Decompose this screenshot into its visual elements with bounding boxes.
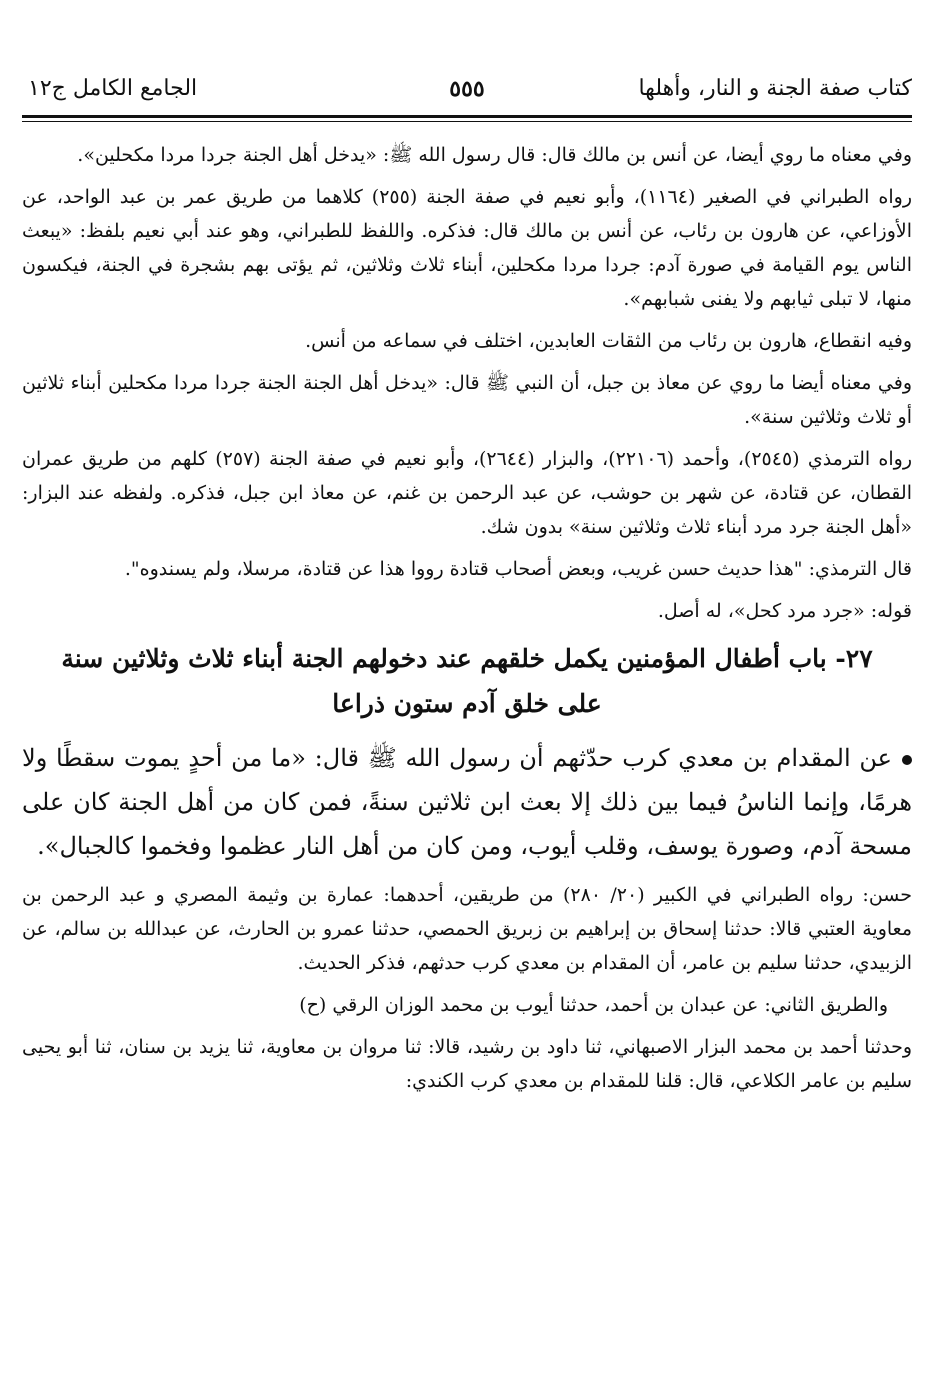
paragraph: قوله: «جرد مرد كحل»، له أصل. bbox=[657, 600, 912, 622]
hadith-text bbox=[22, 736, 912, 868]
note-paragraph: والطريق الثاني: عن عبدان بن أحمد، حدثنا أيوب بن محمد الوزان الرقي (ح) bbox=[299, 994, 888, 1016]
paragraph: رواه الطبراني في الصغير (١١٦٤)، وأبو نعيم في صفة الجنة (٢٥٥) كلاهما من طريق عمر بن عبد الواحد، عن الأوزاعي، عن هارون بن رئاب، عن أنس بن مالك قال: فذكره. واللفظ للطبراني، وهو عند أبي نعيم بلفظ: «يبعث الناس يوم القيامة في صورة آدم: جردا مردا مكحلين، أبناء ثلاث وثلاثين، ثم يؤتى بهم بشجرة في الجنة، فيكسون منها، لا تبلى ثيابهم ولا يفنى شبابهم». bbox=[22, 186, 912, 310]
note-paragraph: حسن: رواه الطبراني في الكبير (٢٠/ ٢٨٠) من طريقين، أحدهما: عمارة بن وثيمة المصري و عبد الرحمن بن معاوية العتبي قالا: حدثنا إسحاق بن إبراهيم بن زبريق الحمصي، حدثنا عمرو بن الحارث، عن عبدالله بن سالم، عن الزبيدي، حدثنا سليم بن عامر، أن المقدام بن معدي كرب حدثهم، فذكر الحديث. bbox=[22, 884, 912, 974]
header-rule-thin bbox=[22, 121, 912, 122]
header-rule-thick bbox=[22, 115, 912, 118]
paragraph: رواه الترمذي (٢٥٤٥)، وأحمد (٢٢١٠٦)، والبزار (٢٦٤٤)، وأبو نعيم في صفة الجنة (٢٥٧) كلهم من طريق عمران القطان، عن قتادة، عن شهر بن حوشب، عن عبد الرحمن بن غنم، عن معاذ ابن جبل، فذكره. ولفظه عند البزار: «أهل الجنة جرد مرد أبناء ثلاث وثلاثين سنة» بدون شك. bbox=[22, 448, 913, 538]
paragraph: وفي معناه أيضا ما روي عن معاذ بن جبل، أن النبي ﷺ قال: «يدخل أهل الجنة الجنة جردا مردا مكحلين أبناء ثلاثين أو ثلاث وثلاثين سنة». bbox=[22, 372, 912, 428]
page-body bbox=[22, 138, 912, 1106]
hadith-body: عن المقدام بن معدي كرب حدّثهم أن رسول الله ﷺ قال: «ما من أحدٍ يموت سقطًا ولا هرمًا، وإنما الناسُ فيما بين ذلك إلا بعث ابن ثلاثين سنةً، فمن كان من أهل الجنة كان على مسحة آدم، وصورة يوسف، وقلب أيوب، ومن كان من أهل النار عظموا وفخموا كالجبال». bbox=[22, 744, 912, 860]
chapter-heading: ٢٧- باب أطفال المؤمنين يكمل خلقهم عند دخولهم الجنة أبناء ثلاث وثلاثين سنة على خلق آدم ستون ذراعا bbox=[61, 644, 873, 718]
paragraph: وفي معناه ما روي أيضا، عن أنس بن مالك قال: قال رسول الله ﷺ: «يدخل أهل الجنة جردا مردا مكحلين». bbox=[77, 144, 912, 166]
bullet-icon bbox=[902, 755, 912, 765]
book-title: كتاب صفة الجنة و النار، وأهلها bbox=[638, 76, 912, 101]
note-paragraph: وحدثنا أحمد بن محمد البزار الاصبهاني، ثنا داود بن رشيد، قالا: ثنا مروان بن معاوية، ثنا يزيد بن سنان، ثنا أبو يحيى سليم بن عامر الكلاعي، قال: قلنا للمقدام بن معدي كرب الكندي: bbox=[22, 1036, 912, 1092]
paragraph: وفيه انقطاع، هارون بن رئاب من الثقات العابدين، اختلف في سماعه من أنس. bbox=[305, 330, 912, 352]
paragraph: قال الترمذي: "هذا حديث حسن غريب، وبعض أصحاب قتادة رووا هذا عن قتادة، مرسلا، ولم يسندوه". bbox=[124, 558, 912, 580]
page-number: ٥٥٥ bbox=[449, 76, 485, 102]
series-title: الجامع الكامل ج١٢ bbox=[28, 76, 198, 101]
page-header bbox=[22, 70, 912, 110]
